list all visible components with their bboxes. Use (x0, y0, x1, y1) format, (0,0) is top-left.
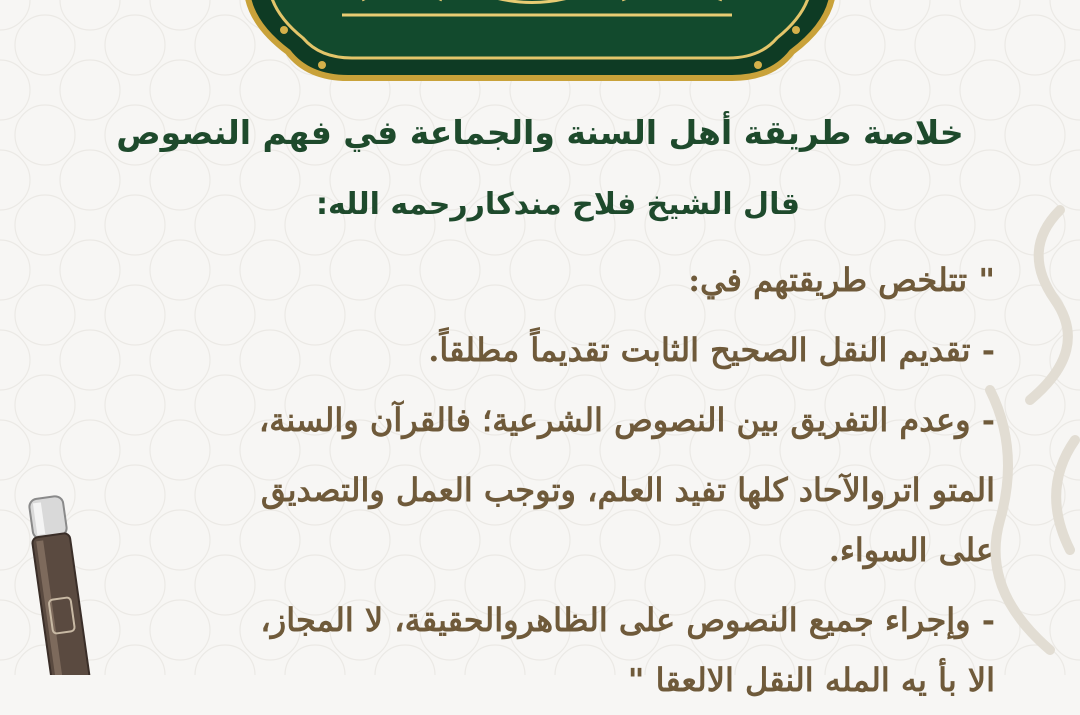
body-line-5: على السواء. (828, 531, 995, 569)
body-line-6: - وإجراء جميع النصوص على الظاهروالحقيقة، لا المجاز، (260, 601, 995, 639)
fountain-pen-icon (18, 488, 108, 675)
body-line-2: - تقديم النقل الصحيح الثابت تقديماً مطلقاً. (428, 331, 995, 369)
ornate-banner (232, 0, 848, 82)
body-line-7: الا بأ يه المله النقل الالعقا " (627, 661, 995, 699)
body-line-3: - وعدم التفريق بين النصوص الشرعية؛ فالقرآن والسنة، (258, 401, 995, 439)
body-line-4: المتو اتروالآحاد كلها تفيد العلم، وتوجب العمل والتصديق (260, 471, 995, 509)
body-line-1: " تتلخص طريقتهم في: (688, 261, 995, 299)
arabic-calligraphy-watermark (960, 190, 1080, 675)
page-title: خلاصة طريقة أهل السنة والجماعة في فهم النصوص (116, 113, 964, 152)
quote-attribution: قال الشيخ فلاح مندكاررحمه الله: (315, 187, 800, 222)
